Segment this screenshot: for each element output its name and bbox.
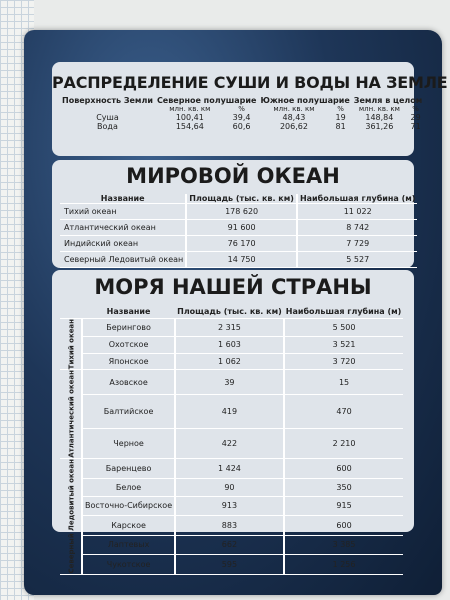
sea-depth: 1 256 xyxy=(284,555,404,575)
table-row xyxy=(60,555,403,575)
sea-name: Лаптевых xyxy=(82,535,175,554)
table-row xyxy=(60,535,403,554)
sea-name: Чукотское xyxy=(82,555,175,575)
land-water-title: РАСПРЕДЕЛЕНИЕ СУШИ И ВОДЫ НА ЗЕМЛЕ xyxy=(52,73,448,92)
sea-name: Балтийское xyxy=(82,394,175,428)
sea-area: 1 603 xyxy=(175,336,284,353)
header-surface: Поверхность Земли xyxy=(62,96,153,105)
group-label-atlantic: Атлантический океан xyxy=(60,370,82,459)
ocean-name: Северный Ледовитый океан xyxy=(60,252,186,268)
ocean-depth: 5 527 xyxy=(297,252,418,268)
sea-depth: 3 720 xyxy=(284,353,404,370)
sub-unit: млн. кв. км xyxy=(273,105,315,113)
table-row xyxy=(60,496,403,515)
sea-depth: 915 xyxy=(284,496,404,515)
oceans-title: МИРОВОЙ ОКЕАН xyxy=(126,164,340,188)
cell: 19 xyxy=(335,113,346,122)
ocean-area: 76 170 xyxy=(186,236,297,252)
sea-area: 662 xyxy=(175,535,284,554)
sea-depth: 470 xyxy=(284,394,404,428)
table-row xyxy=(60,478,403,496)
row-name: Суша xyxy=(96,113,119,122)
header-south: Южное полушарие xyxy=(260,96,350,105)
sub-unit: млн. кв. км xyxy=(358,105,400,113)
ocean-area: 91 600 xyxy=(186,220,297,236)
sea-depth: 3 521 xyxy=(284,336,404,353)
seas-title: МОРЯ НАШЕЙ СТРАНЫ xyxy=(94,275,372,299)
header-name: Название xyxy=(82,304,175,319)
sea-name: Японское xyxy=(82,353,175,370)
sea-area: 1 062 xyxy=(175,353,284,370)
table-row xyxy=(60,122,424,131)
sea-area: 419 xyxy=(175,394,284,428)
ocean-depth: 7 729 xyxy=(297,236,418,252)
table-row xyxy=(60,353,403,370)
sea-area: 1 424 xyxy=(175,459,284,478)
seas-table xyxy=(60,304,403,575)
header-name: Название xyxy=(60,194,186,204)
ocean-name: Атлантический океан xyxy=(60,220,186,236)
table-row xyxy=(60,204,417,220)
sea-name: Азовское xyxy=(82,370,175,395)
table-row xyxy=(60,336,403,353)
cell: 100,41 xyxy=(175,113,204,122)
land-water-card xyxy=(52,62,448,156)
sea-depth: 600 xyxy=(284,516,404,535)
header-north: Северное полушарие xyxy=(156,96,257,105)
header-depth: Наибольшая глубина (м) xyxy=(284,304,404,319)
cell: 29 xyxy=(410,113,421,122)
sea-area: 90 xyxy=(175,478,284,496)
sea-area: 2 315 xyxy=(175,319,284,337)
sea-area: 595 xyxy=(175,555,284,575)
sea-name: Берингово xyxy=(82,319,175,337)
sub-percent: % xyxy=(238,105,245,113)
sea-depth: 3 385 xyxy=(284,535,404,554)
sea-name: Черное xyxy=(82,429,175,459)
table-row xyxy=(60,394,403,428)
sea-name: Восточно-Сибирское xyxy=(82,496,175,515)
sub-percent: % xyxy=(412,105,419,113)
cell: 154,64 xyxy=(175,122,204,131)
cell: 206,62 xyxy=(279,122,308,131)
group-label-pacific: Тихий океан xyxy=(60,319,82,370)
table-row xyxy=(60,220,417,236)
table-row xyxy=(60,319,403,337)
sea-area: 913 xyxy=(175,496,284,515)
table-row xyxy=(60,370,403,395)
sea-depth: 5 500 xyxy=(284,319,404,337)
sea-name: Охотское xyxy=(82,336,175,353)
sea-area: 883 xyxy=(175,516,284,535)
sea-depth: 15 xyxy=(284,370,404,395)
seas-card xyxy=(52,270,414,574)
header-area: Площадь (тыс. кв. км) xyxy=(186,194,297,204)
cell: 39,4 xyxy=(232,113,251,122)
sea-name: Баренцево xyxy=(82,459,175,478)
land-water-table xyxy=(60,96,424,131)
table-row xyxy=(60,516,403,535)
table-row xyxy=(60,252,417,268)
sea-name: Белое xyxy=(82,478,175,496)
header-area: Площадь (тыс. кв. км) xyxy=(175,304,284,319)
cell: 361,26 xyxy=(365,122,394,131)
ocean-area: 178 620 xyxy=(186,204,297,220)
ocean-name: Индийский океан xyxy=(60,236,186,252)
cell: 148,84 xyxy=(365,113,394,122)
group-label-arctic: Северный Ледовитый океан xyxy=(60,459,82,575)
cell: 48,43 xyxy=(282,113,306,122)
sea-area: 422 xyxy=(175,429,284,459)
cell: 60,6 xyxy=(232,122,251,131)
ocean-depth: 11 022 xyxy=(297,204,418,220)
sea-area: 39 xyxy=(175,370,284,395)
ocean-depth: 8 742 xyxy=(297,220,418,236)
cell: 71 xyxy=(410,122,421,131)
cell: 81 xyxy=(335,122,346,131)
sub-unit: млн. кв. км xyxy=(169,105,211,113)
sea-depth: 2 210 xyxy=(284,429,404,459)
ocean-area: 14 750 xyxy=(186,252,297,268)
sea-depth: 350 xyxy=(284,478,404,496)
table-row xyxy=(60,113,424,122)
table-row xyxy=(60,459,403,478)
header-total: Земля в целом xyxy=(353,96,423,105)
oceans-table xyxy=(60,194,417,268)
header-depth: Наибольшая глубина (м) xyxy=(297,194,418,204)
sub-percent: % xyxy=(337,105,344,113)
sea-name: Карское xyxy=(82,516,175,535)
ocean-name: Тихий океан xyxy=(60,204,186,220)
oceans-card xyxy=(52,160,414,268)
table-row xyxy=(60,429,403,459)
sea-depth: 600 xyxy=(284,459,404,478)
row-name: Вода xyxy=(97,122,118,131)
table-row xyxy=(60,236,417,252)
